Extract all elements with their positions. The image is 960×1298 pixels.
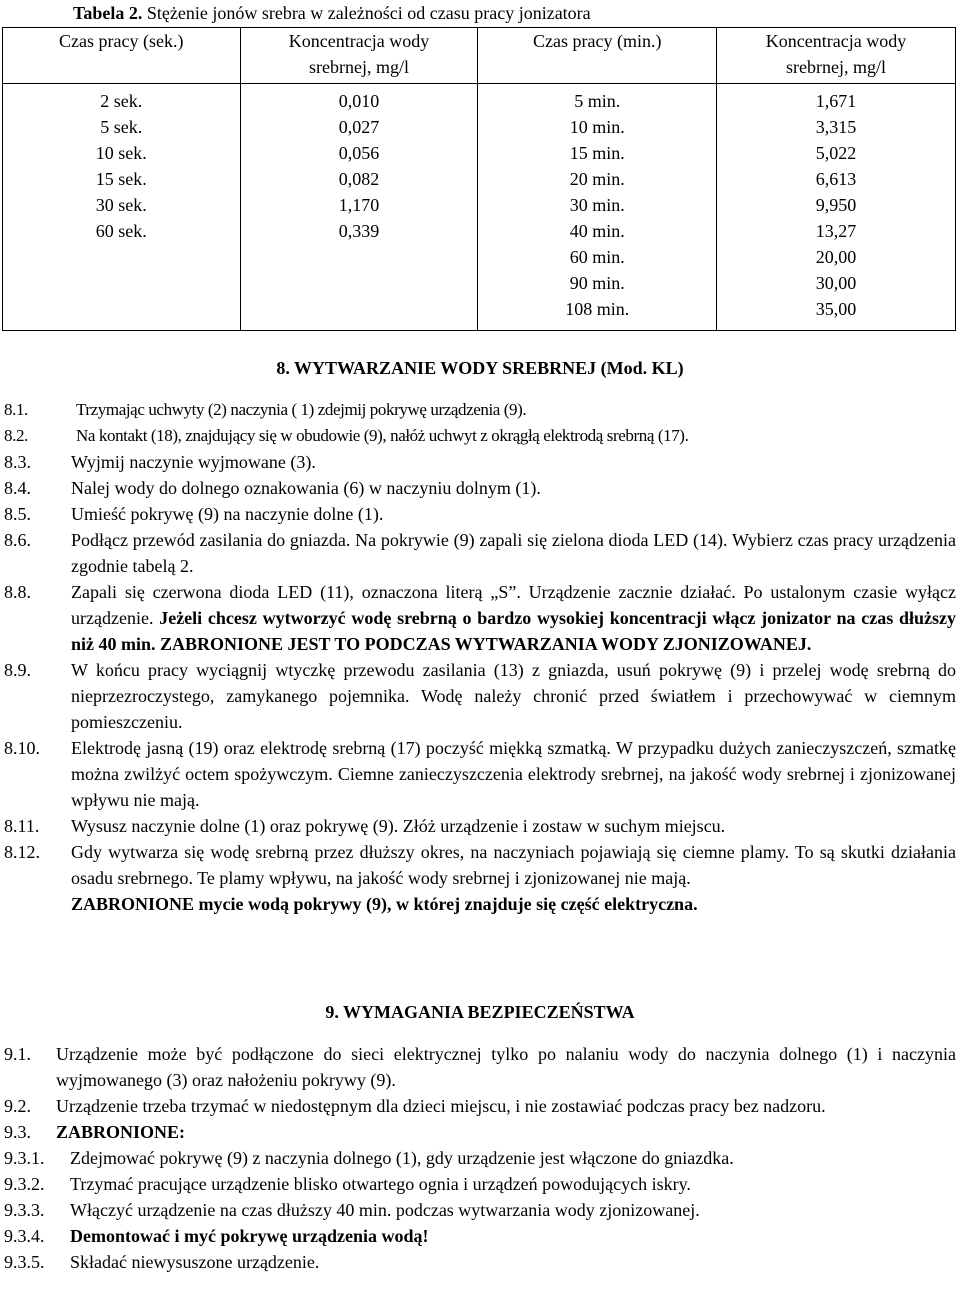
item-number: 8.11. — [4, 816, 40, 836]
list-item — [4, 501, 956, 527]
concentration-table — [2, 27, 956, 331]
item-number: 8.10. — [4, 738, 40, 758]
list-item — [4, 657, 956, 735]
header-cell — [478, 28, 717, 84]
table-cell: 15 min. — [569, 143, 625, 163]
table-cell: 0,082 — [338, 169, 380, 189]
table-cell: 0,056 — [338, 143, 380, 163]
list-item — [4, 735, 956, 813]
item-number: 8.5. — [4, 504, 31, 524]
header-line: Czas pracy (sek.) — [59, 31, 184, 51]
table-cell: 2 sek. — [100, 91, 143, 111]
list-item — [4, 1171, 956, 1197]
list-item — [4, 1093, 956, 1119]
table-cell: 5 sek. — [100, 117, 143, 137]
item-warning-bold: ZABRONIONE mycie wodą pokrywy (9), w której znajduje się część elektryczna. — [71, 894, 698, 914]
table-caption — [73, 0, 591, 26]
item-number: 8.9. — [4, 660, 31, 680]
header-cell — [3, 28, 241, 84]
list-item — [4, 1249, 956, 1275]
table-cell: 0,010 — [338, 91, 380, 111]
item-number: 9.3.2. — [4, 1174, 45, 1194]
item-text-bold: ZABRONIONE: — [56, 1122, 186, 1142]
list-item — [4, 475, 956, 501]
item-text: Wysusz naczynie dolne (1) oraz pokrywę (9). Złóż urządzenie i zostaw w suchym miejscu. — [71, 816, 726, 836]
list-item — [4, 813, 956, 839]
item-number: 8.12. — [4, 842, 40, 862]
list-item — [4, 1119, 956, 1145]
item-number: 8.6. — [4, 530, 31, 550]
table-cell: 1,671 — [815, 91, 857, 111]
table-cell: 35,00 — [815, 299, 857, 319]
table-cell: 1,170 — [338, 195, 380, 215]
list-item — [4, 1223, 956, 1249]
item-text: Składać niewysuszone urządzenie. — [70, 1252, 320, 1272]
table-cell: 5 min. — [574, 91, 621, 111]
header-line: srebrnej, mg/l — [786, 57, 886, 77]
table-cell: 10 sek. — [95, 143, 147, 163]
item-number: 9.3.4. — [4, 1226, 45, 1246]
table-cell: 108 min. — [565, 299, 630, 319]
section-9-title: 9. WYMAGANIA BEZPIECZEŃSTWA — [325, 1002, 635, 1022]
column-minutes — [478, 84, 717, 331]
item-text: Urządzenie może być podłączone do sieci elektrycznej tylko po nalaniu wody do naczynia dolnego (1) i naczynia wyjmowanego (3) oraz nałożeniu pokrywy (9). — [56, 1044, 956, 1090]
table-cell: 13,27 — [815, 221, 857, 241]
table-cell: 40 min. — [569, 221, 625, 241]
item-text-regular: Gdy wytwarza się wodę srebrną przez dłuższy okres, na naczyniach pojawiają się ciemne plamy. To są skutki działania osadu srebrnego. Te plamy wpływu, na jakość wody srebrnej i zjonizowanej nie mają. — [71, 842, 956, 888]
header-cell — [240, 28, 478, 84]
item-number: 9.3.5. — [4, 1252, 45, 1272]
item-text: Urządzenie trzeba trzymać w niedostępnym dla dzieci miejscu, i nie zostawiać podczas pracy bez nadzoru. — [56, 1096, 826, 1116]
item-text: Na kontakt (18), znajdujący się w obudowie (9), nałóż uchwyt z okrągłą elektrodą srebrną (17). — [76, 426, 689, 445]
item-text-regular: Zapali się czerwona dioda LED (11), oznaczona literą „S”. Urządzenie zacznie działać. Po ustalonym czasie wyłącz urządzenie. — [71, 582, 956, 628]
table-cell: 15 sek. — [95, 169, 147, 189]
list-item — [4, 397, 956, 423]
list-item — [4, 423, 956, 449]
column-seconds — [3, 84, 241, 331]
column-concentration-seconds — [240, 84, 478, 331]
item-number: 8.1. — [4, 400, 28, 419]
item-text: Trzymać pracujące urządzenie blisko otwartego ognia i urządzeń powodujących iskry. — [70, 1174, 691, 1194]
item-number: 9.3. — [4, 1122, 31, 1142]
table-title: Stężenie jonów srebra w zależności od czasu pracy jonizatora — [146, 3, 591, 23]
item-text — [71, 579, 956, 657]
item-number: 8.4. — [4, 478, 31, 498]
table-cell: 90 min. — [569, 273, 625, 293]
item-text: Trzymając uchwyty (2) naczynia ( 1) zdejmij pokrywę urządzenia (9). — [76, 400, 527, 419]
list-item — [4, 527, 956, 579]
item-text-bold: Jeżeli chcesz wytworzyć wodę srebrną o bardzo wysokiej koncentracji włącz jonizator na czas dłuższy niż 40 min. ZABRONIONE JEST TO PODCZAS WYTWARZANIA WODY ZJONIZOWANEJ. — [71, 608, 957, 654]
item-text: Nalej wody do dolnego oznakowania (6) w naczyniu dolnym (1). — [71, 478, 541, 498]
list-item — [4, 1197, 956, 1223]
header-line: Czas pracy (min.) — [533, 31, 662, 51]
table-header-row — [3, 28, 956, 84]
item-text: Podłącz przewód zasilania do gniazda. Na pokrywie (9) zapali się zielona dioda LED (14). Wybierz czas pracy urządzenia zgodnie tabelą 2. — [71, 530, 956, 576]
table-cell: 0,339 — [338, 221, 380, 241]
table-cell: 20 min. — [569, 169, 625, 189]
item-number: 9.3.1. — [4, 1148, 45, 1168]
table-cell: 0,027 — [338, 117, 380, 137]
list-item — [4, 449, 956, 475]
table-cell: 5,022 — [815, 143, 857, 163]
item-text: Wyjmij naczynie wyjmowane (3). — [71, 452, 316, 472]
list-item — [4, 579, 956, 657]
item-number: 9.1. — [4, 1044, 31, 1064]
section-9-list — [4, 1041, 956, 1275]
item-text-bold: Demontować i myć pokrywę urządzenia wodą! — [70, 1226, 429, 1246]
table-cell: 30 min. — [569, 195, 625, 215]
item-number: 9.3.3. — [4, 1200, 45, 1220]
column-concentration-minutes — [717, 84, 956, 331]
table-cell: 30 sek. — [95, 195, 147, 215]
header-line: srebrnej, mg/l — [309, 57, 409, 77]
table-cell: 60 sek. — [95, 221, 147, 241]
list-item — [4, 1041, 956, 1093]
item-number: 9.2. — [4, 1096, 31, 1116]
item-text — [71, 839, 956, 917]
item-number: 8.8. — [4, 582, 31, 602]
table-cell: 10 min. — [569, 117, 625, 137]
table-label: Tabela 2. — [73, 3, 143, 23]
item-text: Włączyć urządzenie na czas dłuższy 40 min. podczas wytwarzania wody zjonizowanej. — [70, 1200, 700, 1220]
list-item — [4, 839, 956, 917]
table-cell: 6,613 — [815, 169, 857, 189]
item-text: Elektrodę jasną (19) oraz elektrodę srebrną (17) poczyść miękką szmatką. W przypadku dużych zanieczyszczeń, szmatkę można zwilżyć octem spożywczym. Ciemne zanieczyszczenia elektrody srebrnej, na jakość wody srebrnej i zjonizowanej wpływu nie mają. — [71, 738, 956, 810]
item-number: 8.2. — [4, 426, 28, 445]
item-text: Umieść pokrywę (9) na naczynie dolne (1). — [71, 504, 384, 524]
header-line: Koncentracja wody — [288, 31, 430, 51]
item-text: Zdejmować pokrywę (9) z naczynia dolnego (1), gdy urządzenie jest włączone do gniazdka. — [70, 1148, 734, 1168]
item-number: 8.3. — [4, 452, 31, 472]
item-text: W końcu pracy wyciągnij wtyczkę przewodu zasilania (13) z gniazda, usuń pokrywę (9) i przelej wodę srebrną do nieprzezroczystego, zamykanego pojemnika. Wodę należy chronić przed światłem i przechowywać w ciemnym pomieszczeniu. — [71, 660, 956, 732]
table-cell: 30,00 — [815, 273, 857, 293]
header-cell — [717, 28, 956, 84]
list-item — [4, 1145, 956, 1171]
table-cell: 20,00 — [815, 247, 857, 267]
section-8-list — [4, 397, 956, 917]
table-cell: 3,315 — [815, 117, 857, 137]
table-cell: 60 min. — [569, 247, 625, 267]
section-8-title: 8. WYTWARZANIE WODY SREBRNEJ (Mod. KL) — [276, 358, 684, 378]
table-cell: 9,950 — [815, 195, 857, 215]
header-line: Koncentracja wody — [765, 31, 907, 51]
table-body-row — [3, 84, 956, 331]
